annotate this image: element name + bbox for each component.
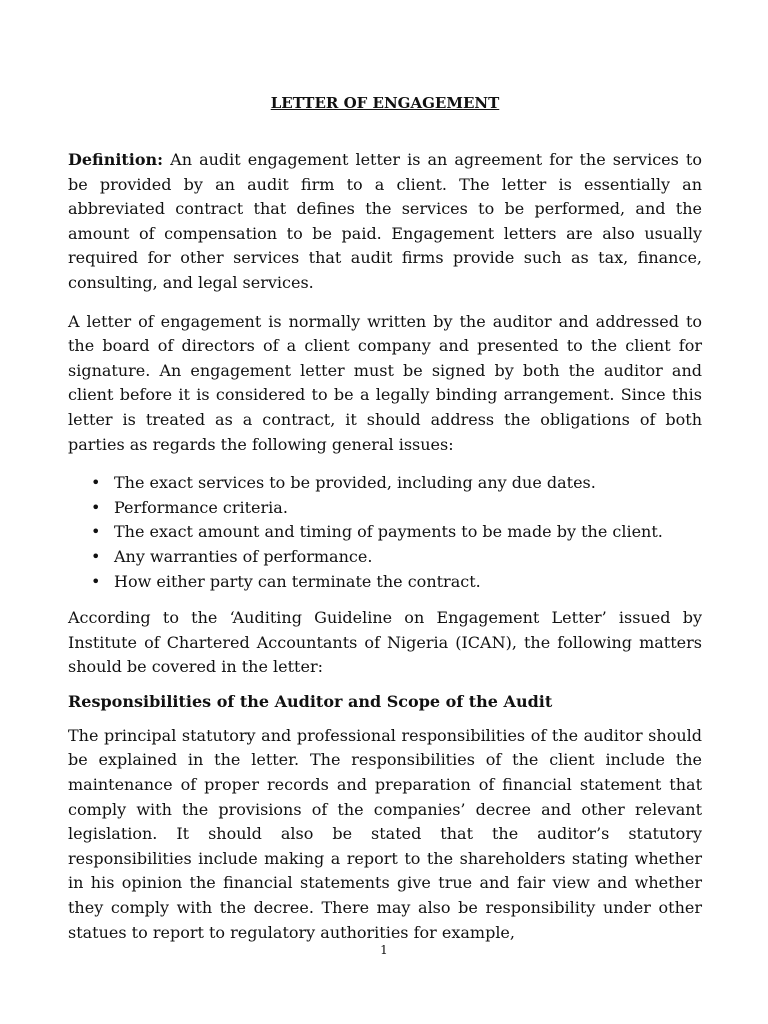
general-issues-list xyxy=(68,471,702,594)
engagement-paragraph: A letter of engagement is normally written by the auditor and addressed to the board of directors of a client company and presented to the client for signature. An engagement letter must be signed by both the auditor and client before it is considered to be a legally binding arrangement. Since this letter is treated as a contract, it should address the obligations of both parties as regards the following general issues: xyxy=(68,311,702,454)
page-number: 1 xyxy=(380,943,388,957)
guideline-paragraph: According to the ‘Auditing Guideline on Engagement Letter’ issued by Institute of Chartered Accountants of Nigeria (ICAN), the following matters should be covered in the letter: xyxy=(68,608,702,677)
responsibilities-paragraph: The principal statutory and professional responsibilities of the auditor should be explained in the letter. The responsibilities of the client include the maintenance of proper records and preparation of financial statement that comply with the provisions of the companies’ decree and other relevant legislation. It should also be stated that the auditor’s statutory responsibilities include making a report to the shareholders stating whether in his opinion the financial statements give true and fair view and whether they comply with the decree. There may also be responsibility under other statues to report to regulatory authorities for example, xyxy=(68,725,702,942)
list-item: • Performance criteria. xyxy=(114,496,702,521)
list-item: • The exact services to be provided, including any due dates. xyxy=(114,471,702,496)
definition-paragraph xyxy=(68,148,702,296)
document-title: LETTER OF ENGAGEMENT xyxy=(270,94,500,112)
list-item: • Any warranties of performance. xyxy=(114,545,702,570)
list-item: • How either party can terminate the contract. xyxy=(114,570,702,595)
section-heading: Responsibilities of the Auditor and Scope of the Audit xyxy=(68,691,553,711)
definition-label: Definition: xyxy=(68,150,164,169)
definition-text: An audit engagement letter is an agreement for the services to be provided by an audit firm to a client. The letter is essentially an abbreviated contract that defines the services to be performed, and the amount of compensation to be paid. Engagement letters are also usually required for other services that audit firms provide such as tax, finance, consulting, and legal services. xyxy=(68,150,702,292)
list-item: • The exact amount and timing of payments to be made by the client. xyxy=(114,520,702,545)
